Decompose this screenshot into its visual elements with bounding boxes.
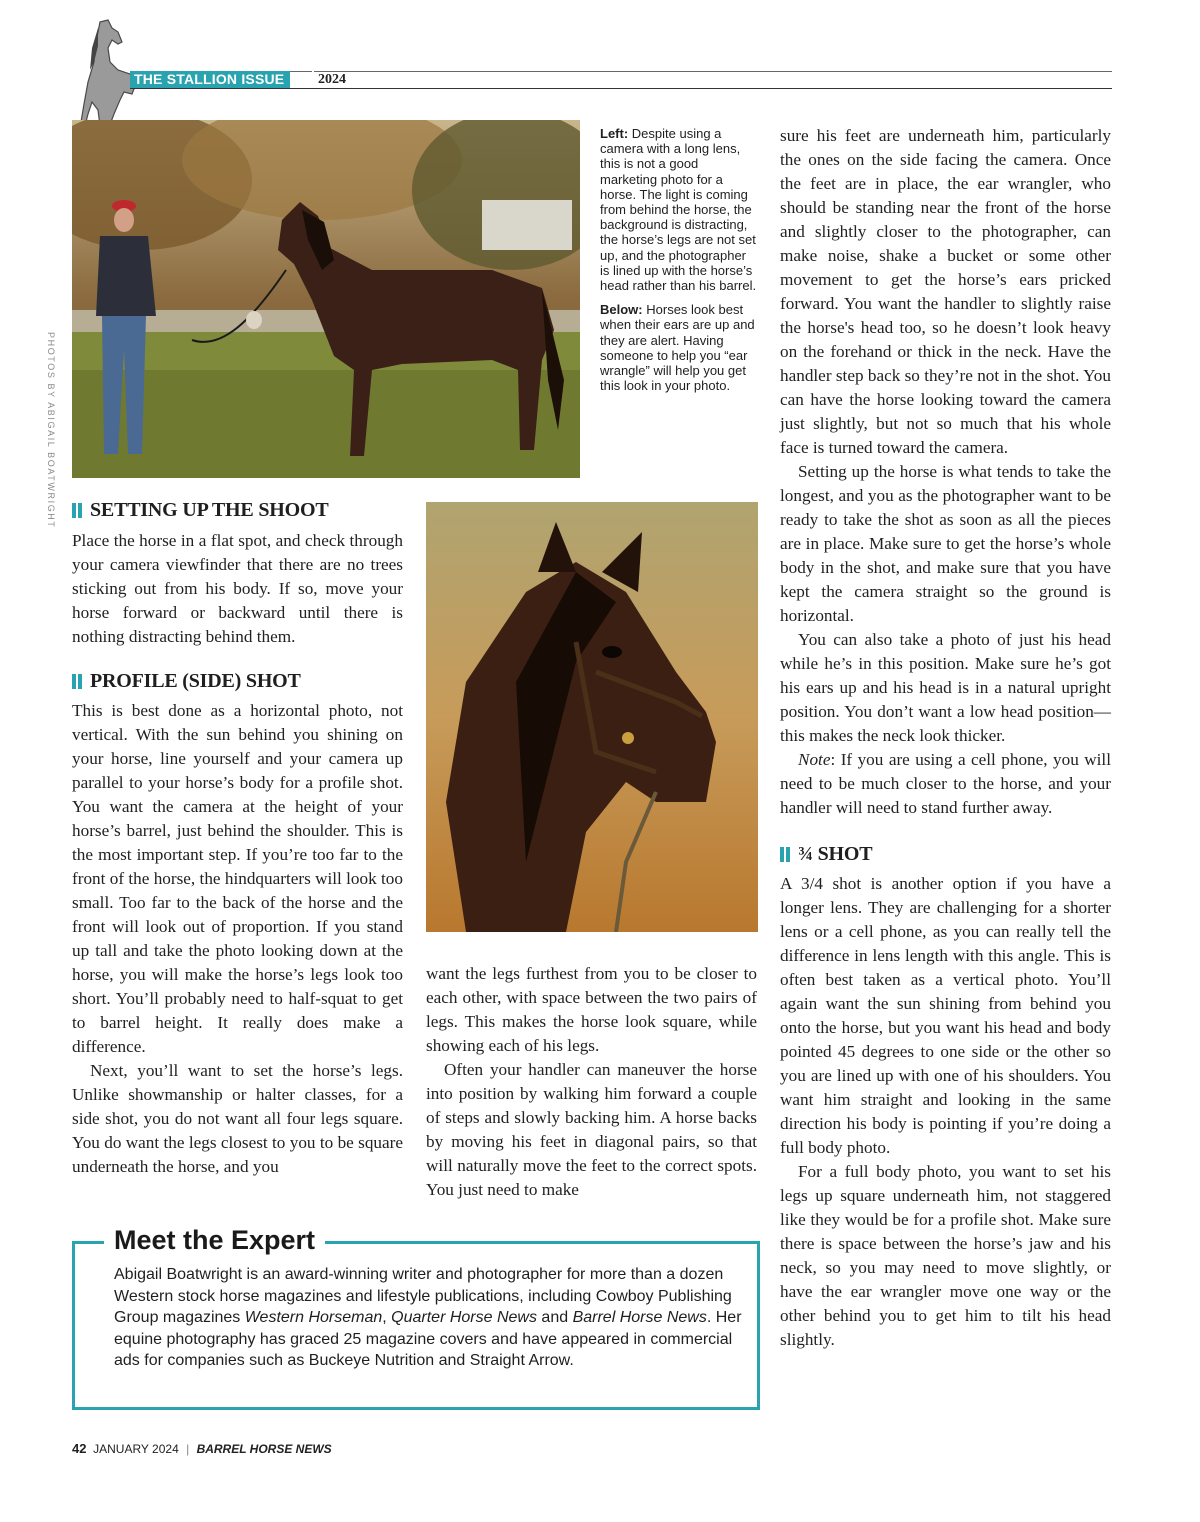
note-label: Note	[798, 750, 831, 769]
column-3	[780, 124, 1111, 1352]
expert-body	[114, 1264, 744, 1372]
section-setting-up	[72, 498, 403, 649]
section-bars-icon	[72, 674, 82, 689]
heading-profile-text: PROFILE (SIDE) SHOT	[90, 670, 301, 692]
heading-profile	[72, 669, 403, 693]
photo-horse-head	[426, 502, 758, 932]
caption-below-text: Horses look best when their ears are up and they are alert. Having someone to help you “ear wrangle” will help you get this look in your photo.	[600, 302, 755, 394]
expert-text: Abigail Boatwright is an award-winning writer and photographer for more than a dozen Western stock horse magazines and lifestyle publications, including Cowboy Publishing Group magazines	[114, 1266, 732, 1327]
caption-left	[600, 126, 758, 293]
paragraph: Next, you’ll want to set the horse’s legs. Unlike showmanship or halter classes, for a side shot, you do not want all four legs square. You do want the legs closest to you to be square underneath the horse, and you	[72, 1061, 403, 1176]
section-bars-icon	[72, 503, 82, 518]
paragraph: Often your handler can maneuver the horse into position by walking him forward a couple of steps and slowly backing him. A horse backs by moving his feet in diagonal pairs, so that will naturally move the feet to the correct spots. You just need to make	[426, 1060, 757, 1199]
page-number: 42	[72, 1441, 87, 1456]
expert-magazine: Barrel Horse News	[572, 1309, 707, 1327]
heading-three-quarter	[780, 842, 1111, 866]
caption-below	[600, 302, 758, 393]
page-footer	[72, 1442, 332, 1456]
caption-left-text: Despite using a camera with a long lens, this is not a good marketing photo for a horse. The light is coming from behind the horse, the background is distracting, the horse’s legs are not set up, and the photographer is lined up with the horse’s head rather than his barrel.	[600, 126, 757, 294]
paragraph: This is best done as a horizontal photo, not vertical. With the sun behind you shining on your horse, line yourself and your camera up parallel to your horse’s body for a profile shot. You want the camera at the height of your horse’s barrel, just behind the shoulder. This is the most important step. If you’re too far to the front of the horse, the hindquarters will look too small. Too far to the back of the horse and the front will look out of proportion. If you stand up tall and take the photo looking down at the horse, you will make the horse’s legs look too short. You’ll probably need to half-squat to get to barrel height. It really does make a difference.	[72, 701, 403, 1056]
footer-separator: |	[186, 1442, 190, 1456]
issue-date: JANUARY 2024	[93, 1442, 179, 1456]
expert-text: ,	[382, 1309, 392, 1327]
issue-tag: THE STALLION ISSUE	[130, 71, 290, 88]
expert-text: . Her equine photography has graced 25 magazine covers and have appeared in commercial ads for companies such as Buckeye Nutrition and Straight Arrow.	[114, 1309, 742, 1370]
heading-setting-up-text: SETTING UP THE SHOOT	[90, 499, 329, 521]
paragraph: Setting up the horse is what tends to take the longest, and you as the photographer want to be ready to take the shot as soon as all the pieces are in place. Make sure to get the horse’s whole body in the shot, and make sure that you have kept the camera straight so the ground is horizontal.	[780, 462, 1111, 625]
column-2	[426, 962, 757, 1202]
section-profile	[72, 669, 403, 1179]
paragraph: sure his feet are underneath him, particularly the ones on the side facing the camera. Once the feet are in place, the ear wrangler, who should be standing near the front of the horse and slightly closer to the photographer, can make noise, shake a bucket or some other movement to get the horse’s ears pricked forward. You want the handler to slightly raise the horse's head too, so he doesn’t look heavy on the forehand or thick in the neck. Have the handler step back so they’re not in the shot. You can have the horse looking toward the camera just slightly, but not so much that his whole face is turned toward the camera.	[780, 126, 1111, 457]
paragraph: Place the horse in a flat spot, and check through your camera viewfinder that there are no trees sticking out from his body. If so, move your horse forward or backward until there is nothing distracting behind them.	[72, 531, 403, 646]
expert-title: Meet the Expert	[104, 1222, 325, 1258]
photo-credit: PHOTOS BY ABIGAIL BOATWRIGHT	[46, 332, 56, 529]
expert-magazine: Western Horseman	[244, 1309, 383, 1327]
header-rule-bottom	[130, 88, 1112, 89]
paragraph: For a full body photo, you want to set his legs up square underneath him, not staggered like they would be for a profile shot. Make sure there is space between the horse’s jaw and his neck, so you may need to move slightly, or have the ear wrangler move one way or the other behind you to get him to tilt his head slightly.	[780, 1162, 1111, 1349]
expert-magazine: Quarter Horse News	[391, 1309, 537, 1327]
caption-below-label: Below:	[600, 302, 643, 318]
heading-three-quarter-text: ¾ SHOT	[798, 843, 873, 865]
section-bars-icon	[780, 847, 790, 862]
issue-year: 2024	[312, 71, 346, 88]
photo-caption	[600, 126, 758, 402]
expert-text: and	[536, 1309, 573, 1327]
note-text: : If you are using a cell phone, you will need to be much closer to the horse, and your handler will need to stand further away.	[780, 750, 1111, 817]
photo-horse-handler	[72, 120, 580, 478]
caption-left-label: Left:	[600, 126, 629, 141]
paragraph-note	[780, 748, 1111, 820]
paragraph: want the legs furthest from you to be closer to each other, with space between the two pairs of legs. This makes the horse look square, while showing each of his legs.	[426, 964, 757, 1055]
heading-setting-up	[72, 498, 403, 522]
paragraph: A 3/4 shot is another option if you have a longer lens. They are challenging for a shorter lens or a cell phone, as you can really tell the difference in lens length with this angle. This is often best taken as a vertical photo. You’ll again want the sun shining from behind you onto the horse, but you want his head and body pointed 45 degrees to one side or the other so you are lined up with one of his shoulders. You want him straight and looking in the same direction his body is pointing if you’re doing a full body photo.	[780, 874, 1111, 1157]
paragraph: You can also take a photo of just his head while he’s in this position. Make sure he’s got his ears up and his head is in a natural upright position. You don’t want a low head position—this makes the neck look thicker.	[780, 630, 1111, 745]
magazine-name: BARREL HORSE NEWS	[196, 1442, 332, 1456]
